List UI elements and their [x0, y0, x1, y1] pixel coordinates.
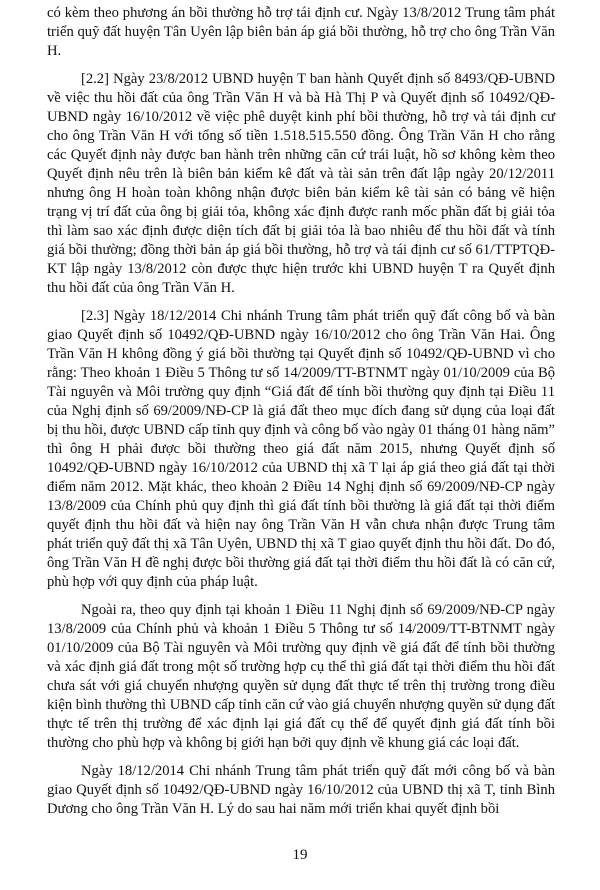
paragraph-additional: Ngoài ra, theo quy định tại khoản 1 Điều 11 Nghị định số 69/2009/NĐ-CP ngày 13/8/2009 của Chính phủ và khoản 1 Điều 5 Thông tư số 14/2009/TT-BTNMT ngày 01/10/2009 của Bộ Tài nguyên và Môi trường quy định về giá đất để tính bồi thường và xác định giá đất trong một số trường hợp cụ thể thì giá đất tại thời điểm thu hồi đất chưa sát với giá chuyển nhượng quyền sử dụng đất thực tế trên thị trường trong điều kiện bình thường thì UBND cấp tỉnh căn cứ vào giá chuyển nhượng quyền sử dụng đất thực tế trên thị trường để xác định lại giá đất cụ thể để quyết định giá đất tính bồi thường cho phù hợp và không bị giới hạn bởi quy định về khung giá các loại đất.: [47, 602, 555, 751]
paragraph-continuation: có kèm theo phương án bồi thường hỗ trợ tái định cư. Ngày 13/8/2012 Trung tâm phát triển quỹ đất huyện Tân Uyên lập biên bản áp giá bồi thường, hỗ trợ cho ông Trần Văn H.: [47, 5, 555, 59]
paragraph-2-2: [2.2] Ngày 23/8/2012 UBND huyện T ban hành Quyết định số 8493/QĐ-UBND về việc thu hồi đất của ông Trần Văn H và bà Hà Thị P và Quyết định số 10492/QĐ-UBND ngày 16/10/2012 về việc phê duyệt kinh phí bồi thường, hỗ trợ và tái định cư cho ông Trần Văn H với tổng số tiền 1.518.515.550 đồng. Ông Trần Văn H cho rằng các Quyết định này được ban hành trên những căn cứ trái luật, hồ sơ không kèm theo Quyết định nêu trên là biên bản kiểm kê đất và tài sản trên đất lập ngày 20/12/2011 nhưng ông H hoàn toàn không nhận được biên bản kiểm kê tài sản có bảng vẽ hiện trạng vị trí đất của ông bị giải tỏa, không xác định được ranh mốc phần đất bị giải tỏa thì làm sao xác định được diện tích đất bị giải tỏa là bao nhiêu để thu hồi đất và tính giá bồi thường; đồng thời bản áp giá bồi thường, hỗ trợ và tái định cư số 61/TTPTQĐ-KT lập ngày 13/8/2012 còn được thực hiện trước khi UBND huyện T ra Quyết định thu hồi đất của ông Trần Văn H.: [47, 71, 555, 296]
paragraph-2-3: [2.3] Ngày 18/12/2014 Chi nhánh Trung tâm phát triển quỹ đất công bố và bàn giao Quyết định số 10492/QĐ-UBND ngày 16/10/2012 cho ông Trần Văn Hai. Ông Trần Văn H không đồng ý giá bồi thường tại Quyết định số 10492/QĐ-UBND vì cho rằng: Theo khoản 1 Điều 5 Thông tư số 14/2009/TT-BTNMT ngày 01/10/2009 của Bộ Tài nguyên và Môi trường quy định “Giá đất để tính bồi thường quy định tại Điều 11 của Nghị định số 69/2009/NĐ-CP là giá đất theo mục đích đang sử dụng của loại đất bị thu hồi, được UBND cấp tỉnh quy định và công bố vào ngày 01 tháng 01 hàng năm” thì ông H phải được bồi thường theo giá đất năm 2015, nhưng Quyết định số 10492/QĐ-UBND ngày 16/10/2012 của UBND thị xã T lại áp giá theo giá đất tại thời điểm năm 2012. Mặt khác, theo khoản 2 Điều 14 Nghị định số 69/2009/NĐ-CP ngày 13/8/2009 của Chính phủ quy định thì giá đất tính bồi thường là giá đất tại thời điểm quyết định thu hồi đất và hiện nay ông Trần Văn H vẫn chưa nhận được Trung tâm phát triển quỹ đất thị xã Tân Uyên, UBND thị xã T giao quyết định thu hồi đất. Do đó, ông Trần Văn H đề nghị được bồi thường giá đất tại thời điểm thu hồi đất là có căn cứ, phù hợp với quy định của pháp luật.: [47, 308, 555, 590]
page-body: [47, 4, 555, 828]
paragraph-final: Ngày 18/12/2014 Chi nhánh Trung tâm phát triển quỹ đất mới công bố và bàn giao Quyết định số 10492/QĐ-UBND ngày 16/10/2012 của UBND thị xã T, tỉnh Bình Dương cho ông Trần Văn H. Lý do sau hai năm mới triển khai quyết định bồi: [47, 763, 555, 817]
page-number: 19: [292, 847, 308, 863]
